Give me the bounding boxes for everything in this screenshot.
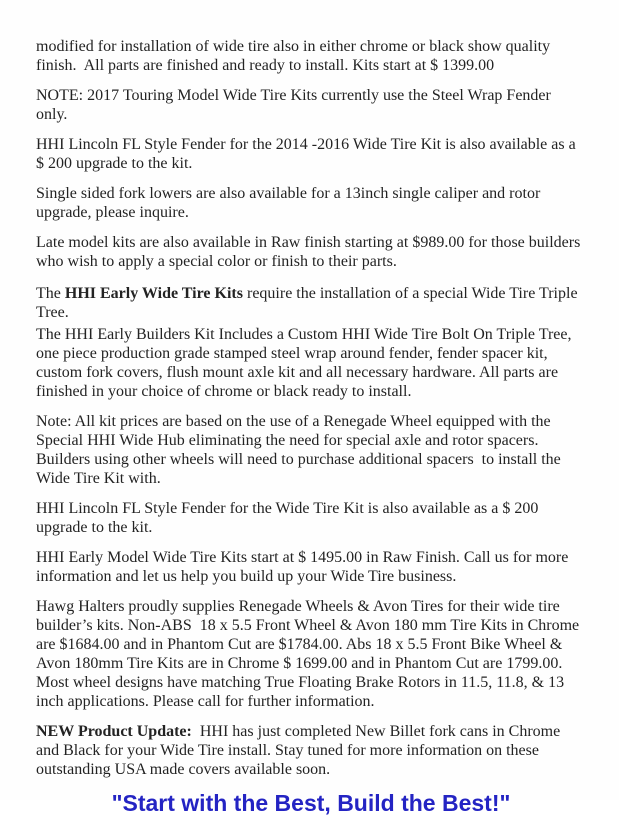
text-run: HHI Early Model Wide Tire Kits start at $ 1495.00 in Raw Finish. Call us for more information and let us help you build up your Wide Tire business.	[36, 549, 573, 585]
text-run: HHI has just completed New Billet fork cans in Chrome and Black for your Wide Tire install. Stay tuned for more information on these outstanding USA made covers available soon.	[36, 723, 565, 778]
text-run: Late model kits are also available in Raw finish starting at $989.00 for those builders who wish to apply a special color or finish to their parts.	[36, 234, 585, 270]
bold-text-run: NEW Product Update:	[36, 723, 192, 740]
paragraph	[36, 412, 586, 488]
text-run: The HHI Early Builders Kit Includes a Custom HHI Wide Tire Bolt On Triple Tree, one piece production grade stamped steel wrap around fender, fender spacer kit, custom fork covers, flush mount axle kit and all necessary hardware. All parts are finished in your choice of chrome or black ready to install.	[36, 326, 576, 400]
text-run: Hawg Halters proudly supplies Renegade Wheels & Avon Tires for their wide tire builder’s kits. Non-ABS 18 x 5.5 Front Wheel & Avon 180 mm Tire Kits in Chrome are $1684.00 and in Phantom Cut are $1784.00. Abs 18 x 5.5 Front Bike Wheel & Avon 180mm Tire Kits are in Chrome $ 1699.00 and in Phantom Cut are 1799.00. Most wheel designs have matching True Floating Brake Rotors in 11.5, 11.8, & 13 inch applications. Please call for further information.	[36, 598, 584, 710]
paragraph	[36, 184, 586, 222]
paragraph	[36, 284, 586, 322]
text-run: HHI Lincoln FL Style Fender for the 2014 -2016 Wide Tire Kit is also available as a $ 200 upgrade to the kit.	[36, 136, 580, 172]
paragraph	[36, 135, 586, 173]
paragraph	[36, 325, 586, 401]
text-run: Single sided fork lowers are also available for a 13inch single caliper and rotor upgrade, please inquire.	[36, 185, 545, 221]
bold-text-run: HHI Early Wide Tire Kits	[64, 285, 243, 302]
text-run: HHI Lincoln FL Style Fender for the Wide Tire Kit is also available as a $ 200 upgrade to the kit.	[36, 500, 543, 536]
paragraph	[36, 37, 586, 75]
paragraph	[36, 548, 586, 586]
text-run: The	[36, 285, 65, 302]
text-run: Note: All kit prices are based on the use of a Renegade Wheel equipped with the Special HHI Wide Hub eliminating the need for special axle and rotor spacers. Builders using other wheels will need to purchase additional spacers to install the Wide Tire Kit with.	[36, 413, 565, 487]
paragraph	[36, 233, 586, 271]
paragraph	[36, 722, 586, 779]
slogan-text: "Start with the Best, Build the Best!"	[111, 790, 511, 816]
text-run: require the installation of a special Wide Tire Triple Tree.	[36, 285, 582, 321]
paragraph	[36, 86, 586, 124]
paragraph	[36, 499, 586, 537]
paragraph	[36, 597, 586, 711]
text-run: NOTE: 2017 Touring Model Wide Tire Kits currently use the Steel Wrap Fender only.	[36, 87, 555, 123]
text-run: modified for installation of wide tire also in either chrome or black show quality finish. All parts are finished and ready to install. Kits start at $ 1399.00	[36, 38, 555, 74]
document-body	[36, 37, 586, 779]
